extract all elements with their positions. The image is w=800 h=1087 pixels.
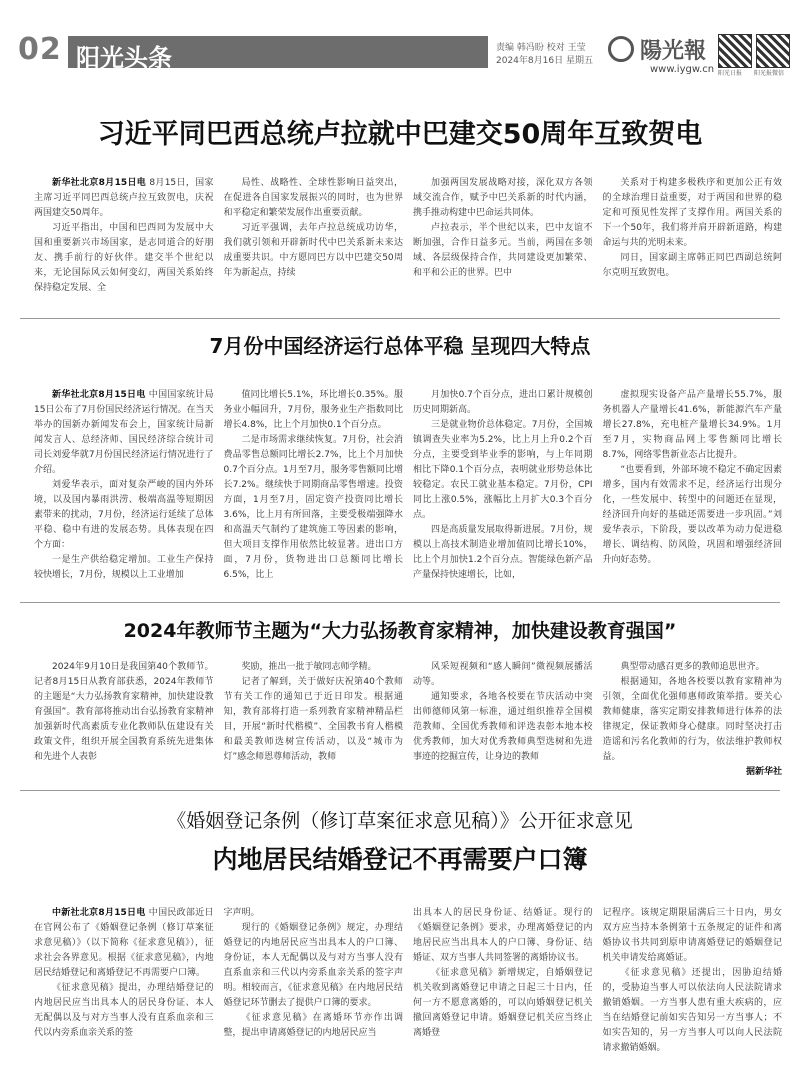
- qr-code-icon[interactable]: [756, 34, 790, 68]
- article-headline: 2024年教师节主题为“大力弘扬教育家精神，加快建设教育强国”: [123, 620, 677, 642]
- qr-caption: 阳光日报: [718, 70, 743, 77]
- editor-line: 责编 韩冯盼 校对 王莹: [496, 43, 586, 53]
- article-column: 值同比增长5.1%，环比增长0.35%。服务业小幅回升，7月份，服务业生产指数同比增长4.8%，比上个月加快0.1个百分点。 二是市场需求继续恢复。7月份，社会消费品零售总额同比增长2.7%，比上个月加快0.7个百分点。1月至7月，服务零售额同比增长7.2%。继续快于同期商品零售增速。投资方面，1月至7月，固定资产投资同比增长3.6%，比上月有所回落，主要受极端强降水和高温天气制约了建筑施工等因素的影响，但大项目支撑作用依然比较显著。进出口方面，7月份，货物进出口总额同比增长6.5%，比上: [223, 390, 403, 580]
- article-column: 字声明。 现行的《婚姻登记条例》规定，办理结婚登记的内地居民应当出具本人的户口簿、身份证，本人无配偶以及与对方当事人没有直系血亲和三代以内旁系血亲关系的签字声明。相较而言，《征求意见稿》在内地居民结婚登记环节删去了提供户口簿的要求。 《征求意见稿》在离婚环节亦作出调整，提出申请离婚登记的内地居民应当: [223, 908, 403, 1038]
- edition-meta: [496, 42, 593, 68]
- article-column: 月加快0.7个百分点，进出口累计规模创历史同期新高。 三是就业物价总体稳定。7月份，全国城镇调查失业率为5.2%，比上月上升0.2个百分点，主要受到毕业季的影响，与上年同期相比下降0.1个百分点，表明就业形势总体比较稳定。农民工就业基本稳定。7月份，CPI同比上涨0.5%，涨幅比上月扩大0.3个百分点。 四是高质量发展取得新进展。7月份，规模以上高技术制造业增加值同比增长10%，比上个月加快1.2个百分点。智能绿色新产品产量保持快速增长，比如，: [413, 390, 593, 580]
- date-line: 2024年8月16日 星期五: [496, 56, 593, 66]
- article-headline: 7月份中国经济运行总体平稳 呈现四大特点: [209, 334, 591, 358]
- qr-code-icon[interactable]: [718, 34, 752, 68]
- section-title: 阳光头条: [76, 44, 172, 72]
- article-body: [34, 660, 782, 782]
- article-column: 出具本人的居民身份证、结婚证。现行的《婚姻登记条例》要求，办理离婚登记的内地居民应当出具本人的户口簿、身份证、结婚证、双方当事人共同签署的离婚协议书。 《征求意见稿》新增规定，自婚姻登记机关收到离婚登记申请之日起三十日内，任何一方不愿意离婚的，可以向婚姻登记机关撤回离婚登记申请。婚姻登记机关应当终止离婚登: [413, 908, 593, 1038]
- sun-logo-icon: [608, 36, 634, 62]
- dateline: 新华社北京8月15日电: [52, 390, 146, 400]
- article-body: [34, 176, 782, 312]
- article-headline: 习近平同巴西总统卢拉就中巴建交50周年互致贺电: [97, 119, 703, 150]
- article-column: 虚拟现实设备产品产量增长55.7%，服务机器人产量增长41.6%，新能源汽车产量增长27.8%，充电桩产量增长34.9%。1月至7月，实物商品网上零售额同比增长8.7%，网络零售新业态占比提升。 “也要看到，外部环境不稳定不确定因素增多，国内有效需求不足，经济运行出现分化，一些发展中、转型中的问题还在显现，经济回升向好的基础还需要进一步巩固。”刘爱华表示，下阶段，要以改革为动力促进稳增长、调结构、防风险，巩固和增强经济回升向好态势。: [602, 390, 782, 565]
- divider: [20, 318, 780, 319]
- divider: [20, 790, 780, 791]
- dateline: 新华社北京8月15日电: [52, 178, 147, 188]
- article-column: 典型带动感召更多的教师追思世齐。 根据通知，各地各校要以教育家精神为引领，全面优化强师惠师政策举措。要关心教师健康，落实定期安排教师进行体养的法律规定，保证教师身心健康。同时坚决打击造谣和污名化教师的行为，依法维护教师权益。 据新华社: [603, 660, 783, 782]
- article-column: 记程序。该规定期限届满后三十日内，男女双方应当持本条例第十五条规定的证件和离婚协议书共同到原申请离婚登记的婚姻登记机关申请发给离婚证。 《征求意见稿》还提出，因胁迫结婚的，受胁迫当事人可以依法向人民法院请求撤销婚姻。一方当事人患有重大疾病的，应当在结婚登记前如实告知另一方当事人；不如实告知的，另一方当事人可以向人民法院请求撤销婚姻。: [602, 908, 782, 1053]
- source-credit: 据新华社: [745, 767, 782, 777]
- qr-caption: 阳光报微信: [754, 70, 785, 77]
- article-column: 新华社北京8月15日电 中国国家统计局15日公布了7月份国民经济运行情况。在当天举办的国新办新闻发布会上，国家统计局新闻发言人、总经济师、国民经济综合统计司司长刘爱华就7月份国民经济运行情况进行了介绍。 刘爱华表示，面对复杂严峻的国内外环境，以及国内暴雨洪涝、极端高温等短期因素带来的扰动，7月份，经济运行延续了总体平稳、稳中有进的发展态势。具体表现在四个方面： 一是生产供给稳定增加。工业生产保持较快增长，7月份，规模以上工业增加: [34, 390, 214, 580]
- article-column: 局性、战略性、全球性影响日益突出，在促进各自国家发展振兴的同时，也为世界和平稳定和繁荣发展作出重要贡献。 习近平强调，去年卢拉总统成功访华，我们就引领和开辟新时代中巴关系新未来达成重要共识。中方愿同巴方以中巴建交50周年为新起点，持续: [223, 178, 403, 278]
- page-number: 02: [18, 32, 62, 67]
- divider: [20, 602, 780, 603]
- dateline: 中新社北京8月15日电: [52, 908, 146, 918]
- website-url[interactable]: www.iygw.cn: [650, 64, 715, 75]
- article-kicker: 《婚姻登记条例（修订草案征求意见稿）》公开征求意见: [167, 810, 633, 832]
- newspaper-logo: 陽光報: [640, 38, 707, 64]
- article-column: 加强两国发展战略对接，深化双方各领域交流合作，赋予中巴关系新的时代内涵，携手推动构建中巴命运共同体。 卢拉表示，半个世纪以来，巴中友谊不断加强，合作日益多元。当前，两国在多领域、各层级保持合作，共同建设更加繁荣、和平和公正的世界。巴中: [413, 178, 593, 278]
- article-column: 2024年9月10日是我国第40个教师节。记者8月15日从教育部获悉，2024年教师节的主题是“大力弘扬教育家精神，加快建设教育强国”。教育部将推动出台弘扬教育家精神加强新时代高素质专业化教师队伍建设有关政策文件，组织开展全国教育系统先进集体和先进个人表彰: [34, 662, 214, 762]
- article-headline: 内地居民结婚登记不再需要户口簿: [212, 845, 588, 874]
- article-column: 奖励，推出一批于敏同志师学精。 记者了解到，关于做好庆祝第40个教师节有关工作的通知已于近日印发。根据通知，教育部将打造一系列教育家精神精品栏目，开展“新时代楷模”、全国教书育人楷模和最美教师选树宣传活动，以及“城市为灯”感念师恩尊师活动，教师: [223, 662, 403, 762]
- article-body: [34, 906, 782, 1078]
- masthead: [0, 0, 800, 96]
- article-body: [34, 388, 782, 594]
- article-column: 中新社北京8月15日电 中国民政部近日在官网公布了《婚姻登记条例（修订草案征求意见稿）》（以下简称《征求意见稿》），征求社会各界意见。根据《征求意见稿》，内地居民结婚登记和离婚登记不再需要户口簿。 《征求意见稿》提出，办理结婚登记的内地居民应当出具本人的居民身份证、本人无配偶以及与对方当事人没有直系血亲和三代以内旁系血亲关系的签: [34, 908, 214, 1038]
- article-column: 关系对于构建多极秩序和更加公正有效的全球治理日益重要，对于两国和世界的稳定和可预见性发挥了支撑作用。两国关系的下一个50年，我们将并肩开辟新道路，构建命运与共的光明未来。 同日，国家副主席韩正同巴西副总统阿尔克明互致贺电。: [602, 178, 782, 278]
- article-column: 风采短视频和“感人瞬间”微视频展播活动等。 通知要求，各地各校要在节庆活动中突出师德师风第一标准，通过组织推荐全国模范教师、全国优秀教师和评选表彰本地本校优秀教师，加大对优秀教师典型选树和先进事迹的挖掘宣传，让身边的教师: [413, 662, 593, 762]
- article-column: 新华社北京8月15日电 8月15日，国家主席习近平同巴西总统卢拉互致贺电，庆祝两国建交50周年。 习近平指出，中国和巴西同为发展中大国和重要新兴市场国家，是志同道合的好朋友、携手前行的好伙伴。建交半个世纪以来，无论国际风云如何变幻，两国关系始终保持稳定发展、全: [34, 178, 214, 293]
